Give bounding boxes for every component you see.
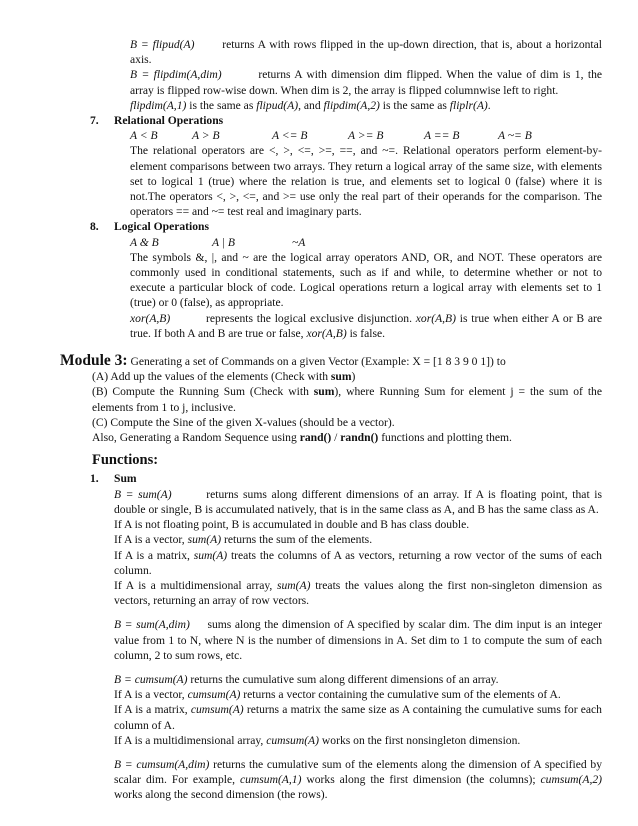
- sum-vector-note: [114, 532, 602, 547]
- cumsum-paragraph: [114, 672, 602, 687]
- cumsumdim-signature: B = cumsum(A,dim): [114, 757, 210, 771]
- cumsum-multidim-note: [114, 733, 602, 748]
- flipdim-note-text: , and: [298, 98, 324, 112]
- sum-text: treats the values along the first non-singleton dimension as vectors, returning an array of row vectors.: [114, 578, 602, 608]
- cumsum-code: cumsum(A): [190, 703, 244, 717]
- cumsum-vector-note: [114, 687, 602, 702]
- functions-heading: Functions:: [92, 452, 159, 469]
- operator: A <= B: [272, 129, 308, 143]
- operator: A < B: [130, 129, 158, 143]
- flipdim-signature: B = flipdim(A,dim): [130, 68, 222, 82]
- task-code: rand(): [299, 431, 332, 445]
- operator: A ~= B: [498, 129, 532, 143]
- module-title: Generating a set of Commands on a given Vector (Example: X = [1 8 3 9 0 1]) to: [127, 355, 506, 369]
- flipdim-note: flipdim(A,1): [130, 98, 187, 112]
- cumsum-text: If A is a vector,: [114, 688, 188, 702]
- sum-heading: [90, 471, 638, 486]
- xor-signature: xor(A,B): [130, 311, 171, 325]
- sum-code: sum(A): [277, 578, 311, 592]
- cumsum-text: returns a matrix the same size as A containing the cumulative sums for each column of A.: [114, 703, 602, 732]
- sum-signature: B = sum(A): [114, 487, 172, 501]
- flipud-description: returns A with rows flipped in the up-down direction, that is, about a horizontal axis.: [130, 38, 603, 67]
- operator: ~A: [292, 235, 306, 249]
- relational-heading: [90, 113, 638, 128]
- flipdim-note-code: flipud(A): [256, 98, 299, 112]
- xor-paragraph: [130, 311, 602, 341]
- section-title: Sum: [114, 472, 137, 486]
- flipdim-description: returns A with dimension dim flipped. When the value of dim is 1, the array is flipped row-wise down. When dim is 2, the array is flipped columnwise left to right.: [130, 68, 603, 97]
- sumdim-signature: B = sum(A,dim): [114, 618, 190, 632]
- cumsumdim-text: works along the first dimension (the columns);: [301, 773, 541, 787]
- sum-matrix-note: [114, 548, 602, 578]
- sumdim-description: sums along the dimension of A specified by scalar dim. The dim input is an integer value from 1 to N, where N is the number of dimensions in A. Set dim to 1 to compute the sum of each column, 2 to sum rows, etc.: [114, 618, 602, 662]
- cumsumdim-code: cumsum(A,1): [239, 773, 302, 787]
- sum-description: returns sums along different dimensions of an array. If A is floating point, that is double or single, B is accumulated natively, that is in the same class as A, and B has the same class as A.: [114, 487, 602, 516]
- task-code: sum: [330, 370, 352, 384]
- cumsumdim-text: works along the second dimension (the rows).: [114, 788, 328, 802]
- flipud-paragraph: [130, 37, 602, 67]
- task-text: ): [351, 370, 356, 384]
- sum-paragraph: [114, 487, 602, 517]
- logical-description: The symbols &, |, and ~ are the logical array operators AND, OR, and NOT. These operators are commonly used in conditional statements, such as if and while, to determine whether or not to execute a particular block of code. Logical operations return a logical array with elements set to 1 (true) or 0 (false), as appropriate.: [130, 250, 602, 310]
- cumsum-text: returns a vector containing the cumulative sum of the elements of A.: [240, 688, 561, 702]
- task-text: (A) Add up the values of the elements (Check with: [92, 370, 331, 384]
- task-text: ), where Running Sum for element j = the sum of the elements from 1 to j, inclusive.: [92, 385, 602, 414]
- xor-text: represents the logical exclusive disjunction.: [206, 311, 416, 325]
- sum-note: If A is not floating point, B is accumulated in double and B has class double.: [114, 518, 470, 532]
- cumsum-text: If A is a matrix,: [114, 703, 191, 717]
- task-text: functions and plotting them.: [378, 431, 512, 445]
- flipud-signature: B = flipud(A): [130, 38, 195, 51]
- sum-code: sum(A): [187, 533, 222, 547]
- cumsum-text: returns the cumulative sum along different dimensions of an array.: [187, 672, 499, 686]
- module-label: Module 3:: [60, 352, 128, 370]
- cumsumdim-paragraph: [114, 757, 602, 803]
- cumsum-matrix-note: [114, 702, 602, 732]
- flipdim-note-text: .: [487, 98, 491, 112]
- sumdim-paragraph: [114, 617, 602, 663]
- cumsum-code: cumsum(A): [187, 688, 241, 702]
- sum-text: If A is a multidimensional array,: [114, 578, 277, 592]
- xor-code: xor(A,B): [306, 326, 347, 340]
- flipdim-note-text: is the same as: [186, 98, 257, 112]
- cumsum-text: works on the first nonsingleton dimension.: [319, 733, 521, 747]
- flipdim-paragraph: [130, 67, 602, 113]
- operator: A | B: [212, 235, 235, 249]
- operator: A > B: [192, 129, 220, 143]
- relational-operators: [130, 128, 602, 143]
- module-heading: [60, 353, 602, 369]
- sum-code: sum(A): [193, 548, 228, 562]
- section-title: Relational Operations: [114, 114, 224, 128]
- cumsum-text: If A is a multidimensional array,: [114, 733, 267, 747]
- cumsum-signature: B = cumsum(A): [114, 672, 188, 686]
- list-number: 8.: [90, 220, 99, 234]
- operator: A == B: [424, 129, 460, 143]
- sum-multidim-note: [114, 578, 602, 608]
- operator: A & B: [130, 235, 159, 249]
- task-text: /: [331, 431, 341, 445]
- xor-code: xor(A,B): [415, 311, 456, 325]
- list-number: 1.: [90, 472, 99, 486]
- task-c: (C) Compute the Sine of the given X-values (should be a vector).: [92, 415, 395, 429]
- sum-text: If A is a matrix,: [114, 548, 194, 562]
- task-text: Also, Generating a Random Sequence using: [92, 431, 300, 445]
- task-a: [92, 369, 602, 384]
- sum-text: returns the sum of the elements.: [221, 533, 373, 547]
- flipdim-note-text: is the same as: [379, 98, 450, 112]
- sum-text: treats the columns of A as vectors, returning a row vector of the sums of each column.: [114, 548, 602, 577]
- relational-description: The relational operators are <, >, <=, >=, ==, and ~=. Relational operators perform element-by-element comparisons between two arrays. They return a logical array of the same size, with elements set to logical 1 (true) where the relation is true, and elements set to logical 0 (false) where it is not.The operators <, >, <=, and >= use only the real part of their operands for the comparison. The operators == and ~= test real and imaginary parts.: [130, 144, 602, 219]
- task-b: [92, 384, 602, 414]
- cumsum-code: cumsum(A): [266, 733, 320, 747]
- logical-operators: [130, 235, 602, 250]
- flipdim-note-code: flipdim(A,2): [323, 98, 380, 112]
- list-number: 7.: [90, 114, 99, 128]
- task-d: [92, 430, 602, 445]
- logical-heading: [90, 219, 638, 234]
- task-text: (B) Compute the Running Sum (Check with: [92, 385, 314, 399]
- xor-text: is true when either A or B are true. If both A and B are true or false,: [130, 311, 602, 340]
- operator: A >= B: [348, 129, 384, 143]
- cumsumdim-code: cumsum(A,2): [540, 773, 602, 787]
- sum-text: If A is a vector,: [114, 533, 188, 547]
- task-code: sum: [313, 385, 335, 399]
- flipdim-note-code: fliplr(A): [449, 98, 488, 112]
- cumsumdim-text: returns the cumulative sum of the elements along the dimension of A specified by scalar dim. For example,: [114, 757, 603, 787]
- task-code: randn(): [340, 431, 379, 445]
- xor-text: is false.: [346, 326, 386, 340]
- section-title: Logical Operations: [114, 220, 210, 234]
